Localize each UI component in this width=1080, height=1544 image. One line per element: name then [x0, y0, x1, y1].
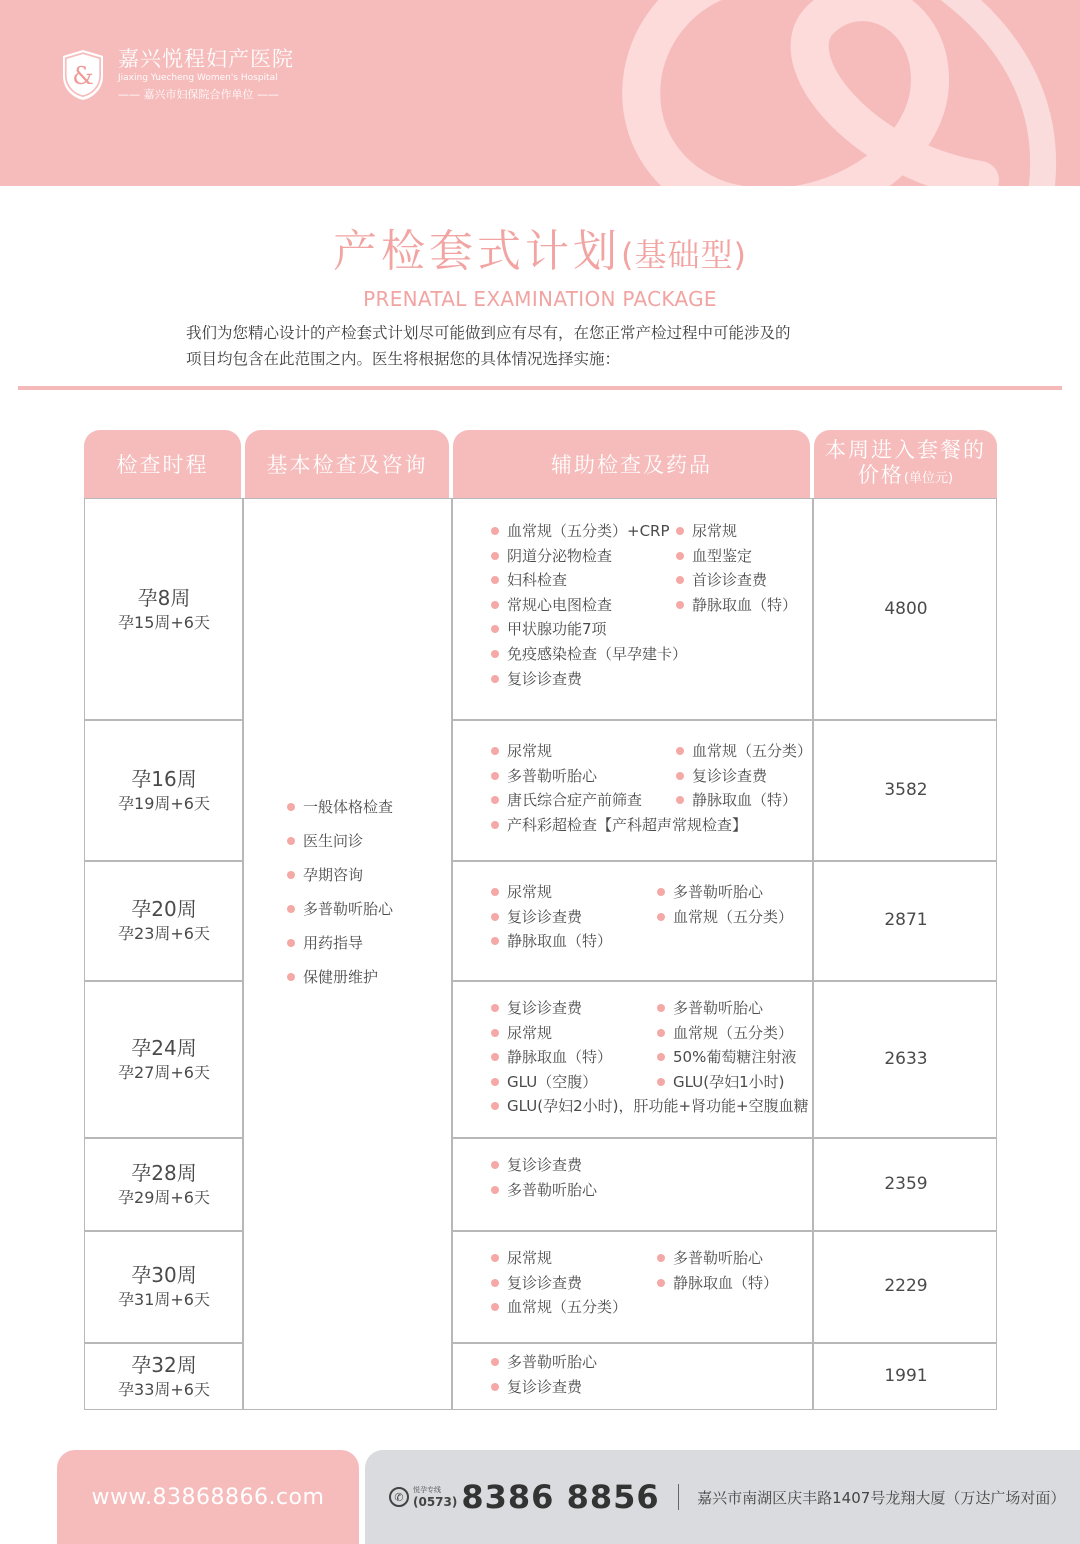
aux-item: 阴道分泌物检查 — [491, 546, 612, 566]
week-range: 孕33周+6天 — [118, 1379, 210, 1399]
aux-item: 静脉取血（特） — [491, 931, 612, 951]
aux-item: 血型鉴定 — [676, 546, 752, 566]
aux-item: 唐氏综合症产前筛查 — [491, 790, 642, 810]
title-en: PRENATAL EXAMINATION PACKAGE — [363, 287, 717, 311]
basic-item: 医生问诊 — [287, 831, 393, 851]
aux-items-cell — [471, 719, 813, 860]
aux-item: 尿常规 — [676, 521, 737, 541]
aux-item: 尿常规 — [491, 1248, 552, 1268]
week-start: 孕24周 — [131, 1035, 197, 1060]
svg-text:&: & — [72, 62, 94, 90]
aux-item: 多普勒听胎心 — [491, 766, 597, 786]
phone-number[interactable]: 8386 8856 — [461, 1478, 660, 1516]
hospital-name-en: Jiaxing Yuecheng Women's Hospital — [118, 73, 278, 83]
title-cn: 产检套式计划 — [333, 226, 621, 277]
price-cell: 2229 — [884, 1276, 928, 1296]
aux-item: 多普勒听胎心 — [491, 1352, 597, 1372]
price-cell: 2871 — [884, 910, 928, 930]
aux-item: 常规心电图检查 — [491, 595, 612, 615]
week-range: 孕23周+6天 — [118, 924, 210, 943]
aux-item: 多普勒听胎心 — [657, 882, 763, 902]
aux-items-cell — [471, 499, 813, 719]
partner-note: —— 嘉兴市妇保院合作单位 —— — [118, 88, 279, 101]
intro-text — [186, 320, 906, 372]
aux-item: 血常规（五分类） — [657, 1023, 793, 1043]
package-table — [84, 498, 997, 1410]
intro-line-2: 项目均包含在此范围之内。医生将根据您的具体情况选择实施： — [186, 350, 621, 368]
aux-item: 复诊诊查费 — [676, 766, 767, 786]
week-start: 孕20周 — [131, 897, 197, 921]
week-range: 孕31周+6天 — [118, 1290, 210, 1309]
week-start: 孕30周 — [131, 1263, 197, 1287]
header-price-unit: (单位元) — [903, 470, 954, 486]
aux-item: 血常规（五分类） — [657, 907, 793, 927]
aux-item: 尿常规 — [491, 882, 552, 902]
hospital-logo — [60, 46, 294, 104]
aux-items-cell — [471, 980, 813, 1137]
phone-label: 悦孕专线 — [413, 1485, 441, 1494]
header-schedule — [84, 430, 241, 498]
title-cn-sub: (基础型) — [621, 236, 747, 274]
aux-item: 甲状腺功能7项 — [491, 619, 607, 639]
aux-item: 血常规（五分类） — [491, 1297, 627, 1317]
header-schedule-label: 检查时程 — [116, 453, 209, 477]
aux-items-cell — [471, 860, 813, 980]
website-link[interactable]: www.83868866.com — [91, 1484, 325, 1510]
week-range: 孕27周+6天 — [118, 1062, 210, 1082]
column-divider — [451, 499, 453, 1409]
basic-item: 多普勒听胎心 — [287, 899, 393, 919]
week-start: 孕8周 — [137, 586, 191, 610]
aux-item: 尿常规 — [491, 741, 552, 761]
price-cell: 4800 — [884, 599, 928, 619]
price-cell: 2633 — [884, 1048, 928, 1069]
header-price-line1: 本周进入套餐的 — [825, 437, 986, 462]
header-aux — [453, 430, 810, 498]
header-basic-label: 基本检查及咨询 — [266, 453, 428, 477]
header-price — [814, 430, 997, 498]
aux-item: GLU(孕妇1小时) — [657, 1072, 784, 1092]
aux-item: 产科彩超检查【产科超声常规检查】 — [491, 815, 747, 835]
aux-item: GLU（空腹） — [491, 1072, 597, 1092]
area-code: (0573) — [413, 1494, 458, 1509]
hospital-name-cn: 嘉兴悦程妇产医院 — [118, 47, 294, 71]
aux-items-cell — [471, 1137, 813, 1230]
aux-item: 免疫感染检查（早孕建卡） — [491, 644, 687, 664]
basic-item: 一般体格检查 — [287, 797, 393, 817]
divider — [18, 386, 1062, 390]
aux-item: 血常规（五分类） — [676, 741, 812, 761]
week-range: 孕29周+6天 — [118, 1187, 210, 1207]
website-bar — [57, 1450, 359, 1544]
aux-item: 多普勒听胎心 — [657, 998, 763, 1018]
week-start: 孕28周 — [131, 1160, 197, 1185]
week-cell — [85, 719, 243, 860]
aux-item: 血常规（五分类）+CRP — [491, 521, 670, 541]
aux-item: 复诊诊查费 — [491, 1155, 582, 1175]
week-start: 孕32周 — [131, 1352, 197, 1377]
decorative-swirl — [600, 0, 1080, 186]
aux-item: 复诊诊查费 — [491, 1273, 582, 1293]
aux-item: 首诊诊查费 — [676, 570, 767, 590]
header-price-line2: 价格 — [857, 462, 904, 487]
page-title — [0, 222, 1080, 311]
aux-item: 尿常规 — [491, 1023, 552, 1043]
contact-bar — [365, 1450, 1080, 1544]
aux-item: 静脉取血（特） — [676, 790, 797, 810]
aux-item: 静脉取血（特） — [491, 1047, 612, 1067]
header-basic — [245, 430, 449, 498]
header-aux-label: 辅助检查及药品 — [551, 453, 712, 477]
aux-item: 复诊诊查费 — [491, 998, 582, 1018]
aux-items-cell — [471, 1342, 813, 1409]
week-range: 孕15周+6天 — [118, 613, 210, 632]
price-cell: 3582 — [884, 779, 928, 800]
aux-item: 50%葡萄糖注射液 — [657, 1047, 796, 1067]
week-cell — [85, 499, 243, 719]
aux-item: 复诊诊查费 — [491, 907, 582, 927]
intro-line-1: 我们为您精心设计的产检套式计划尽可能做到应有尽有，在您正常产检过程中可能涉及的 — [186, 324, 791, 342]
week-cell — [85, 1342, 243, 1409]
basic-items-list — [287, 797, 393, 1001]
aux-item: 多普勒听胎心 — [657, 1248, 763, 1268]
phone-icon: ✆ — [389, 1487, 409, 1507]
aux-item: 静脉取血（特） — [657, 1273, 778, 1293]
aux-item: 多普勒听胎心 — [491, 1180, 597, 1200]
address: 嘉兴市南湖区庆丰路1407号龙翔大厦（万达广场对面） — [697, 1488, 1066, 1507]
aux-item: 妇科检查 — [491, 570, 567, 590]
ampersand-shield-icon — [60, 48, 106, 102]
basic-item: 用药指导 — [287, 933, 393, 953]
week-cell — [85, 1137, 243, 1230]
basic-item: 孕期咨询 — [287, 865, 393, 885]
aux-item: GLU(孕妇2小时)，肝功能+肾功能+空腹血糖 — [491, 1096, 809, 1116]
week-cell — [85, 860, 243, 980]
week-cell — [85, 980, 243, 1137]
basic-item: 保健册维护 — [287, 967, 393, 987]
week-cell — [85, 1230, 243, 1342]
footer-separator — [678, 1484, 680, 1510]
aux-item: 复诊诊查费 — [491, 669, 582, 689]
week-range: 孕19周+6天 — [118, 793, 210, 813]
header-banner — [0, 0, 1080, 186]
week-start: 孕16周 — [131, 766, 197, 791]
price-cell: 2359 — [884, 1173, 928, 1194]
price-cell: 1991 — [884, 1365, 928, 1386]
aux-items-cell — [471, 1230, 813, 1342]
aux-item: 静脉取血（特） — [676, 595, 797, 615]
aux-item: 复诊诊查费 — [491, 1377, 582, 1397]
